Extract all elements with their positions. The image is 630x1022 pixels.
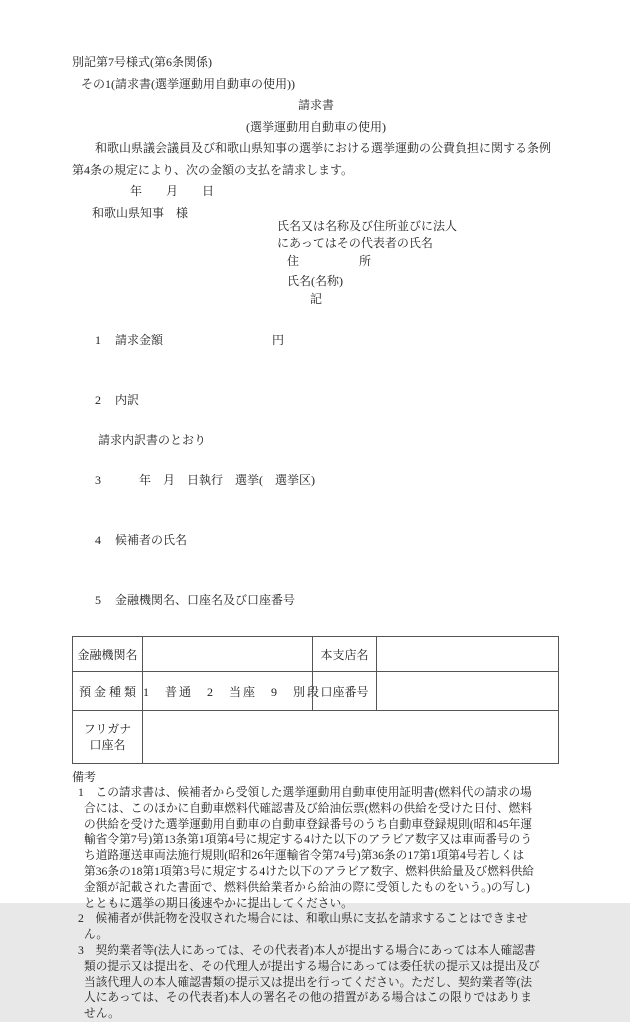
date-blank-line: 年 月 日 xyxy=(130,184,215,198)
item-label: 内訳 xyxy=(115,393,140,407)
branch-name-label: 本支店名 xyxy=(313,637,377,672)
remark-3-line: 3 契約業者等(法人にあっては、その代表者)本人が提出する場合にあっては本人確認書 xyxy=(78,943,536,957)
bank-name-field xyxy=(143,637,313,672)
remark-1-line: 合には、このほかに自動車燃料代確認書及び給油伝票(燃料の供給を受けた日付、燃料 xyxy=(84,801,533,815)
bank-name-label: 金融機関名 xyxy=(73,637,143,672)
item-breakdown xyxy=(77,370,560,430)
addressee-line: 和歌山県知事 様 xyxy=(92,205,189,220)
remark-1-line: 1 この請求書は、候補者から受領した選挙運動用自動車使用証明書(燃料代の請求の場 xyxy=(78,786,532,799)
branch-name-field xyxy=(377,637,559,672)
intro-line-2: 第4条の規定により、次の金額の支払を請求します。 xyxy=(72,162,354,177)
item-number: 4 xyxy=(95,533,101,547)
remark-2-line: 2 候補者が供託物を没収された場合には、和歌山県に支払を請求することはできませ xyxy=(78,912,528,926)
account-name-sublabel: 口座名 xyxy=(89,738,126,752)
furigana-label: フリガナ xyxy=(83,722,132,736)
remarks-section xyxy=(72,769,560,1022)
remark-2-line: ん。 xyxy=(84,928,109,942)
item-bank-info xyxy=(77,570,560,630)
form-id: 別記第7号様式(第6条関係) xyxy=(72,55,212,69)
form-variant: その1(請求書(選挙運動用自動車の使用)) xyxy=(81,76,295,91)
record-marker: 記 xyxy=(309,292,322,306)
intro-line-1: 和歌山県議会議員及び和歌山県知事の選挙における選挙運動の公費負担に関する条例 xyxy=(95,141,552,155)
address-label: 住 所 xyxy=(287,254,372,268)
item-claim-amount xyxy=(77,310,560,370)
account-name-label xyxy=(73,711,143,764)
claim-items-list xyxy=(72,310,560,630)
document-title: 請求書 xyxy=(297,98,334,112)
remark-1-line: 第36条の18第1項第3号に規定する4けた以下のアラビア数字、燃料供給量及び燃料供給 xyxy=(84,864,534,878)
remark-3-line: 類の提示又は提出を、その代理人が提出する場合にあっては委任状の提示又は提出及び xyxy=(84,959,540,973)
item-number: 3 xyxy=(95,473,101,487)
name-label: 氏名(名称) xyxy=(287,273,343,288)
account-name-field xyxy=(143,711,559,764)
item-label: 請求金額 xyxy=(115,333,164,347)
table-row xyxy=(73,637,559,672)
remark-3-line: 人にあっては、その代表者)本人の署名その他の措置がある場合はこの限りではありま xyxy=(84,991,532,1005)
yen-unit: 円 xyxy=(272,333,285,347)
remark-3-line: 当該代理人の本人確認書類の提示又は提出を行ってください。ただし、契約業者等(法 xyxy=(84,975,533,989)
item-number: 5 xyxy=(95,593,101,607)
remark-1-line: の供給を受けた選挙運動用自動車の自動車登録番号のうち自動車登録規則(昭和45年運 xyxy=(84,817,533,831)
item-election-date xyxy=(77,450,560,510)
table-row xyxy=(73,711,559,764)
remark-1-line: 金額が記載された書面で、燃料供給業者から給油の際に受領したものをいう。)の写し) xyxy=(84,880,530,894)
table-row xyxy=(73,672,559,711)
declarant-note-line-1: 氏名又は名称及び住所並びに法人 xyxy=(277,219,458,233)
account-number-field xyxy=(377,672,559,711)
declarant-note-line-2: にあってはその代表者の氏名 xyxy=(277,236,433,250)
remark-3-line: せん。 xyxy=(84,1007,120,1021)
account-number-label: 口座番号 xyxy=(313,672,377,711)
remarks-heading: 備考 xyxy=(72,770,97,784)
item-label: 候補者の氏名 xyxy=(115,533,188,547)
declarant-block xyxy=(277,218,560,252)
item-label: 金融機関名、口座名及び口座番号 xyxy=(115,593,296,607)
remark-1-line: ち道路運送車両法施行規則(昭和26年運輸省令第74号)第36条の17第1項第4号若しくは xyxy=(84,849,525,863)
remark-1-line: 輸省令第7号)第13条第1項第4号に規定する4けた以下のアラビア数字又は車両番号のう xyxy=(84,833,533,847)
item-label: 年 月 日執行 選挙( 選挙区) xyxy=(115,473,315,487)
item-candidate-name xyxy=(77,510,560,570)
item-breakdown-note: 請求内訳書のとおり xyxy=(98,433,207,447)
document-subtitle: (選挙運動用自動車の使用) xyxy=(246,119,386,134)
item-number: 2 xyxy=(95,393,101,407)
deposit-type-label: 預 金 種 類 xyxy=(73,672,143,711)
deposit-type-options: 1 普通 2 当座 9 別段 xyxy=(143,684,322,699)
item-number: 1 xyxy=(95,333,101,347)
bank-account-table xyxy=(72,636,559,764)
remark-1-line: とともに選挙の期日後速やかに提出してください。 xyxy=(84,896,353,910)
